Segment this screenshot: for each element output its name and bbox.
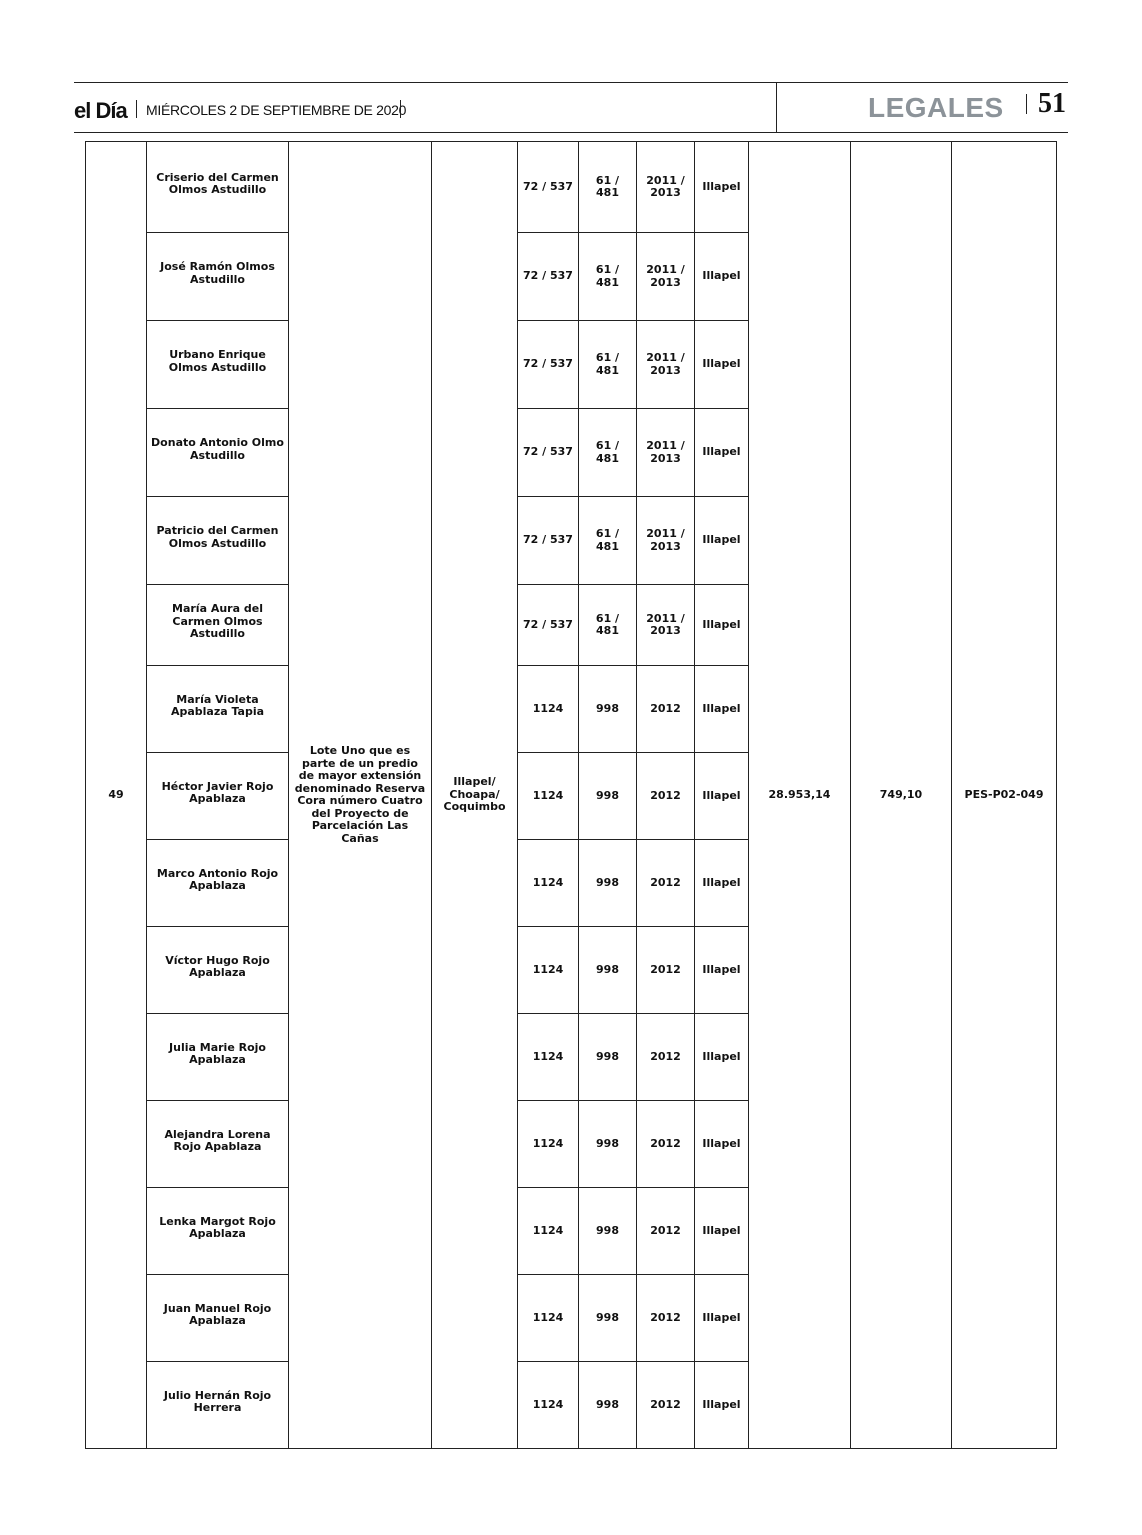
registry-fojas: 1124 (518, 1275, 579, 1362)
registry-cbr: Illapel (695, 753, 749, 840)
owner-name: Urbano Enrique Olmos Astudillo (147, 321, 289, 409)
registry-numero: 61 / 481 (579, 497, 637, 585)
registry-anio: 2012 (637, 666, 695, 753)
registry-cbr: Illapel (695, 585, 749, 666)
registry-anio: 2012 (637, 1014, 695, 1101)
owner-name: Héctor Javier Rojo Apablaza (147, 753, 289, 840)
registry-fojas: 1124 (518, 666, 579, 753)
registry-numero: 998 (579, 1014, 637, 1101)
registry-numero: 998 (579, 840, 637, 927)
registry-cbr: Illapel (695, 840, 749, 927)
section-title: LEGALES (868, 92, 1004, 123)
registry-numero: 61 / 481 (579, 142, 637, 233)
registry-cbr: Illapel (695, 321, 749, 409)
registry-cbr: Illapel (695, 1188, 749, 1275)
registry-anio: 2012 (637, 1362, 695, 1449)
registry-numero: 998 (579, 1362, 637, 1449)
registry-cbr: Illapel (695, 142, 749, 233)
owner-name: Víctor Hugo Rojo Apablaza (147, 927, 289, 1014)
registry-numero: 61 / 481 (579, 233, 637, 321)
owner-name: Lenka Margot Rojo Apablaza (147, 1188, 289, 1275)
registry-cbr: Illapel (695, 409, 749, 497)
expropriation-table (85, 141, 1057, 1449)
registry-cbr: Illapel (695, 1101, 749, 1188)
registry-cbr: Illapel (695, 233, 749, 321)
lot-description: Lote Uno que es parte de un predio de mayor extensión denominado Reserva Cora número Cuatro del Proyecto de Parcelación Las Cañas (289, 142, 432, 1449)
owner-name: Juan Manuel Rojo Apablaza (147, 1275, 289, 1362)
registry-anio: 2011 / 2013 (637, 409, 695, 497)
registry-fojas: 1124 (518, 1014, 579, 1101)
registry-cbr: Illapel (695, 666, 749, 753)
registry-anio: 2012 (637, 753, 695, 840)
page-number: 51 (1038, 88, 1066, 119)
registry-numero: 998 (579, 753, 637, 840)
registry-numero: 998 (579, 1188, 637, 1275)
lot-number: 49 (86, 142, 147, 1449)
table-row (86, 142, 1057, 233)
registry-numero: 61 / 481 (579, 409, 637, 497)
registry-fojas: 72 / 537 (518, 497, 579, 585)
registry-anio: 2012 (637, 840, 695, 927)
owner-name: Alejandra Lorena Rojo Apablaza (147, 1101, 289, 1188)
registry-anio: 2011 / 2013 (637, 585, 695, 666)
owner-name: Patricio del Carmen Olmos Astudillo (147, 497, 289, 585)
lot-commune: Illapel/ Choapa/ Coquimbo (432, 142, 518, 1449)
registry-cbr: Illapel (695, 1275, 749, 1362)
registry-fojas: 1124 (518, 1188, 579, 1275)
registry-anio: 2011 / 2013 (637, 497, 695, 585)
registry-cbr: Illapel (695, 1014, 749, 1101)
registry-anio: 2011 / 2013 (637, 142, 695, 233)
owner-name: Marco Antonio Rojo Apablaza (147, 840, 289, 927)
owner-name: Criserio del Carmen Olmos Astudillo (147, 142, 289, 233)
registry-fojas: 1124 (518, 1362, 579, 1449)
registry-numero: 998 (579, 1101, 637, 1188)
registry-numero: 61 / 481 (579, 585, 637, 666)
registry-fojas: 72 / 537 (518, 321, 579, 409)
owner-name: José Ramón Olmos Astudillo (147, 233, 289, 321)
header-top-rule (74, 82, 1068, 83)
registry-fojas: 1124 (518, 840, 579, 927)
owner-name: María Aura del Carmen Olmos Astudillo (147, 585, 289, 666)
registry-fojas: 72 / 537 (518, 233, 579, 321)
registry-numero: 998 (579, 1275, 637, 1362)
registry-numero: 61 / 481 (579, 321, 637, 409)
registry-cbr: Illapel (695, 497, 749, 585)
lot-plan: PES-P02-049 (952, 142, 1057, 1449)
owner-name: Julio Hernán Rojo Herrera (147, 1362, 289, 1449)
registry-fojas: 72 / 537 (518, 409, 579, 497)
registry-fojas: 72 / 537 (518, 585, 579, 666)
registry-fojas: 1124 (518, 1101, 579, 1188)
registry-anio: 2012 (637, 1275, 695, 1362)
lot-surface: 28.953,14 (749, 142, 851, 1449)
header-separator (1026, 94, 1027, 114)
registry-anio: 2011 / 2013 (637, 321, 695, 409)
registry-anio: 2011 / 2013 (637, 233, 695, 321)
registry-numero: 998 (579, 927, 637, 1014)
header-divider (776, 82, 777, 132)
header-bottom-rule (74, 132, 1068, 133)
registry-fojas: 1124 (518, 753, 579, 840)
registry-fojas: 72 / 537 (518, 142, 579, 233)
header-separator (136, 100, 137, 118)
issue-date: MIÉRCOLES 2 DE SEPTIEMBRE DE 2020 (146, 102, 407, 118)
header-separator (400, 100, 401, 118)
registry-cbr: Illapel (695, 927, 749, 1014)
registry-anio: 2012 (637, 1188, 695, 1275)
registry-numero: 998 (579, 666, 637, 753)
owner-name: Donato Antonio Olmo Astudillo (147, 409, 289, 497)
registry-cbr: Illapel (695, 1362, 749, 1449)
lot-value: 749,10 (851, 142, 952, 1449)
table-body (86, 142, 1057, 1449)
newspaper-logo: el Día (74, 98, 127, 123)
registry-fojas: 1124 (518, 927, 579, 1014)
owner-name: María Violeta Apablaza Tapia (147, 666, 289, 753)
registry-anio: 2012 (637, 927, 695, 1014)
registry-anio: 2012 (637, 1101, 695, 1188)
owner-name: Julia Marie Rojo Apablaza (147, 1014, 289, 1101)
